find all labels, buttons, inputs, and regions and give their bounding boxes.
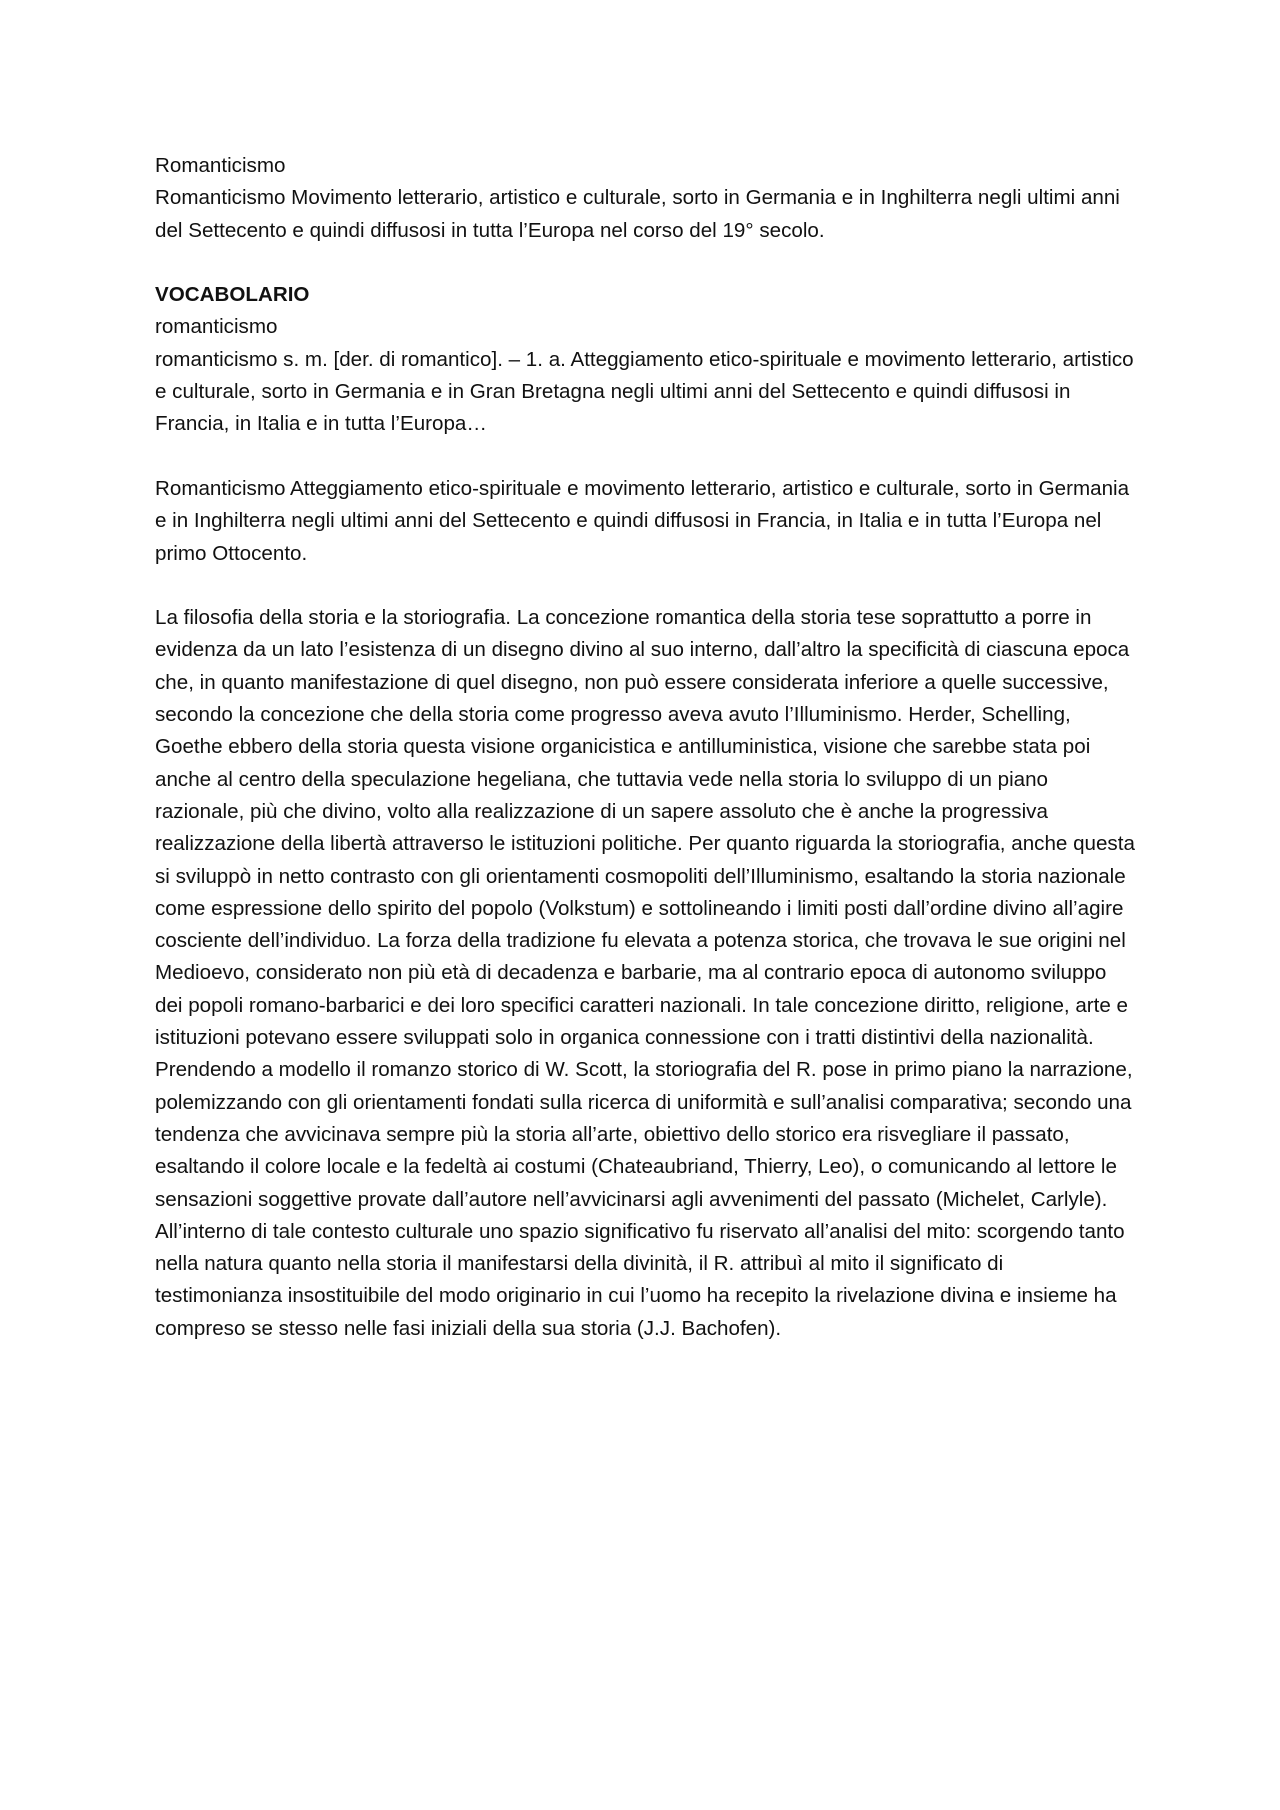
vocabolario-heading: VOCABOLARIO (155, 283, 310, 307)
definition-paragraph: Romanticismo Atteggiamento etico-spirituale e movimento letterario, artistico e culturale, sorto in Germania e in Inghilterra negli ultimi anni del Settecento e quindi diffusosi in Francia, in Italia e in tutta l’Europa nel primo Ottocento. (155, 476, 1130, 565)
spacer (155, 441, 1135, 473)
vocab-term: romanticismo (155, 315, 278, 339)
intro-paragraph: Romanticismo Movimento letterario, artistico e culturale, sorto in Germania e in Inghilterra negli ultimi anni del Settecento e quindi diffusosi in tutta l’Europa nel corso del 19° secolo. (155, 186, 1120, 242)
vocab-definition: romanticismo s. m. [der. di romantico]. – 1. a. Atteggiamento etico-spirituale e movimento letterario, artistico e culturale, sorto in Germania e in Gran Bretagna negli ultimi anni del Settecento e quindi diffusosi in Francia, in Italia e in tutta l’Europa… (155, 347, 1134, 436)
document-body (155, 150, 1135, 1345)
spacer (155, 570, 1135, 602)
spacer (155, 247, 1135, 279)
document-title: Romanticismo (155, 154, 286, 177)
history-paragraph: La filosofia della storia e la storiografia. La concezione romantica della storia tese soprattutto a porre in evidenza da un lato l’esistenza di un disegno divino al suo interno, dall’altro la specificità di ciascuna epoca che, in quanto manifestazione di quel disegno, non può essere considerata inferiore a quelle successive, secondo la concezione che della storia come progresso aveva avuto l’Illuminismo. Herder, Schelling, Goethe ebbero della storia questa visione organicistica e antilluministica, visione che sarebbe stata poi anche al centro della speculazione hegeliana, che tuttavia vede nella storia lo sviluppo di un piano razionale, più che divino, volto alla realizzazione di un sapere assoluto che è anche la progressiva realizzazione della libertà attraverso le istituzioni politiche. Per quanto riguarda la storiografia, anche questa si sviluppò in netto contrasto con gli orientamenti cosmopoliti dell’Illuminismo, esaltando la storia nazionale come espressione dello spirito del popolo (Volkstum) e sottolineando i limiti posti dall’ordine divino all’agire cosciente dell’individuo. La forza della tradizione fu elevata a potenza storica, che trovava le sue origini nel Medioevo, considerato non più età di decadenza e barbarie, ma al contrario epoca di autonomo sviluppo dei popoli romano-barbarici e dei loro specifici caratteri nazionali. In tale concezione diritto, religione, arte e istituzioni potevano essere sviluppati solo in organica connessione con i tratti distintivi della nazionalità. Prendendo a modello il romanzo storico di W. Scott, la storiografia del R. pose in primo piano la narrazione, polemizzando con gli orientamenti fondati sulla ricerca di uniformità e sull’analisi comparativa; secondo una tendenza che avvicinava sempre più la storia all’arte, obiettivo dello storico era risvegliare il passato, esaltando il colore locale e la fedeltà ai costumi (Chateaubriand, Thierry, Leo), o comunicando al lettore le sensazioni soggettive provate dall’autore nell’avvicinarsi agli avvenimenti del passato (Michelet, Carlyle). All’interno di tale contesto culturale uno spazio significativo fu riservato all’analisi del mito: scorgendo tanto nella natura quanto nella storia il manifestarsi della divinità, il R. attribuì al mito il significato di testimonianza insostituibile del modo originario in cui l’uomo ha recepito la rivelazione divina e insieme ha compreso se stesso nelle fasi iniziali della sua storia (J.J. Bachofen). (155, 606, 1135, 1340)
